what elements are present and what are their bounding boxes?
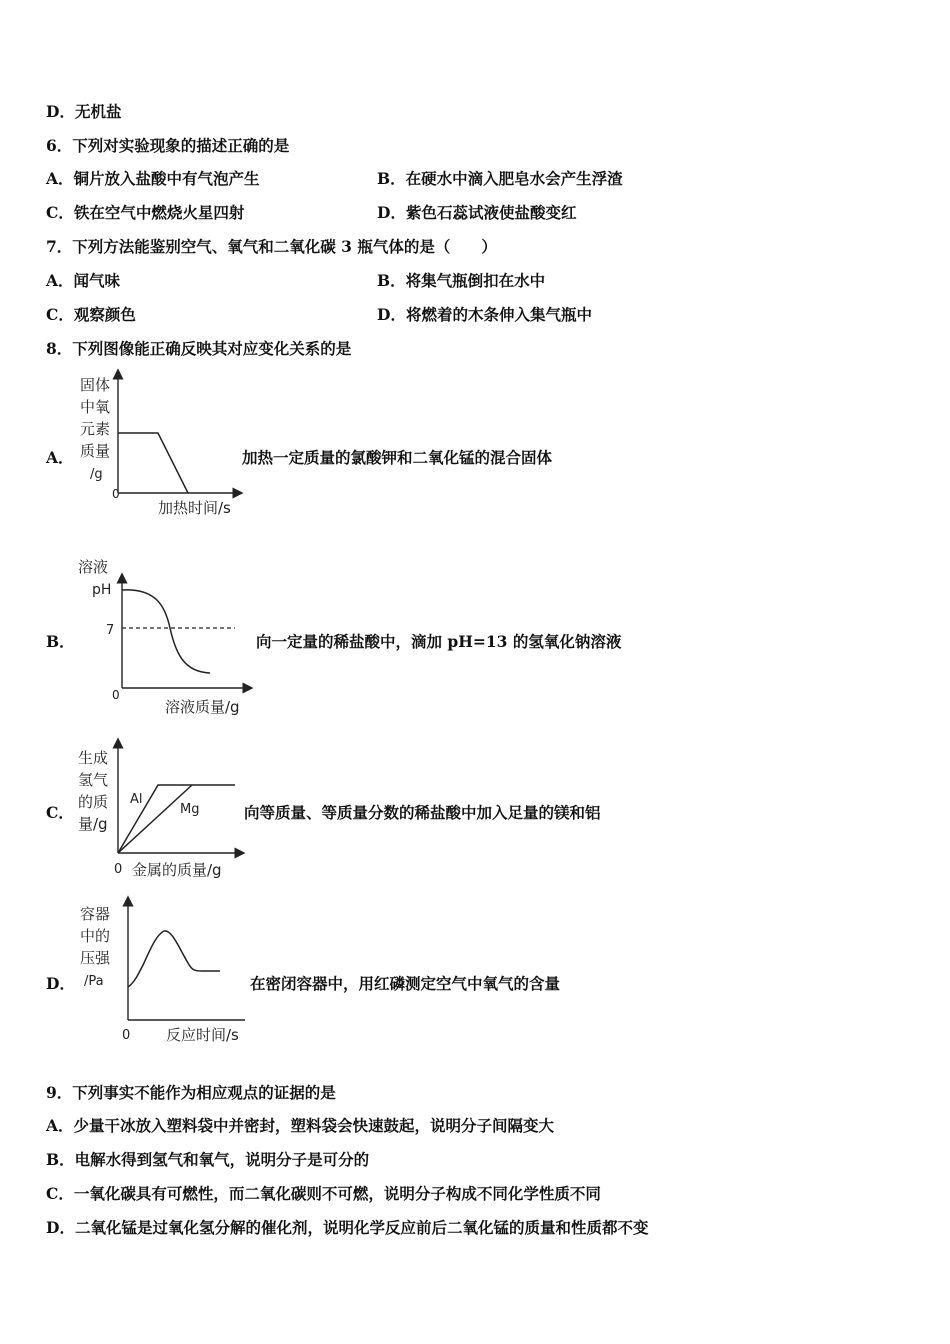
ylabel-line-3: 压强: [80, 949, 111, 967]
q9-option-d: D．二氧化锰是过氧化氢分解的催化剂，说明化学反应前后二氧化锰的质量和性质都不变: [46, 1218, 649, 1237]
curve-label-mg: Mg: [180, 802, 200, 817]
curve-pressure: [128, 931, 220, 987]
q8-stem: 8．下列图像能正确反映其对应变化关系的是: [46, 339, 352, 358]
q6-option-c: C．铁在空气中燃烧火星四射: [46, 203, 245, 222]
ylabel-line-2: 中的: [80, 927, 111, 945]
curve-label-al: Al: [130, 792, 143, 807]
ylabel-line-2: 氢气: [78, 771, 109, 789]
xlabel: 溶液质量/g: [165, 698, 240, 716]
q8-option-b-desc: 向一定量的稀盐酸中，滴加 pH=13 的氢氧化钠溶液: [256, 632, 622, 651]
q9-stem: 9．下列事实不能作为相应观点的证据的是: [46, 1083, 336, 1102]
ylabel-line-1: 溶液: [78, 558, 109, 576]
q8-option-b-letter: B．: [46, 632, 75, 651]
ylabel-line-1: 固体: [80, 376, 111, 394]
origin-label: 0: [122, 1028, 131, 1043]
q5-option-d: D．无机盐: [46, 102, 122, 121]
q9-option-c: C．一氧化碳具有可燃性，而二氧化碳则不可燃，说明分子构成不同化学性质不同: [46, 1184, 601, 1203]
ylabel-line-3: 的质: [78, 793, 109, 811]
q7-stem: 7．下列方法能鉴别空气、氧气和二氧化碳 3 瓶气体的是（ ）: [46, 237, 497, 256]
q8-option-a-letter: A．: [46, 448, 74, 467]
q6-option-a: A．铜片放入盐酸中有气泡产生: [46, 169, 260, 188]
xlabel: 反应时间/s: [166, 1026, 239, 1044]
q7-option-b: B．将集气瓶倒扣在水中: [377, 271, 546, 290]
ylabel-line-2: 中氧: [80, 398, 111, 416]
ylabel-line-1: 生成: [78, 749, 109, 767]
q8-graph-b: [70, 550, 260, 720]
origin-label: 0: [114, 862, 123, 877]
q8-graph-c: [70, 735, 250, 885]
ylabel-line-2: pH: [92, 582, 112, 598]
q8-graph-d: [70, 895, 260, 1050]
ylabel-line-4: 量/g: [78, 815, 108, 833]
q7-option-a: A．闻气味: [46, 271, 121, 290]
q8-option-c-letter: C．: [46, 803, 74, 822]
xlabel: 金属的质量/g: [132, 861, 222, 879]
q8-option-c-desc: 向等质量、等质量分数的稀盐酸中加入足量的镁和铝: [244, 803, 601, 822]
ylabel-line-5: /g: [90, 467, 103, 482]
q8-option-d-letter: D．: [46, 974, 75, 993]
q9-option-a: A．少量干冰放入塑料袋中并密封，塑料袋会快速鼓起，说明分子间隔变大: [46, 1116, 555, 1135]
ylabel-line-4: 质量: [80, 442, 111, 460]
ylabel-line-4: /Pa: [84, 974, 104, 989]
ylabel-line-3: 元素: [80, 420, 111, 438]
q6-option-d: D．紫色石蕊试液使盐酸变红: [377, 203, 577, 222]
q7-option-c: C．观察颜色: [46, 305, 136, 324]
q8-option-d-desc: 在密闭容器中，用红磷测定空气中氧气的含量: [250, 974, 561, 993]
q8-graph-a: [70, 368, 260, 518]
origin-label: 0: [112, 487, 120, 501]
curve-oxygen-mass: [118, 433, 188, 493]
q6-option-b: B．在硬水中滴入肥皂水会产生浮渣: [377, 169, 623, 188]
xlabel: 加热时间/s: [158, 499, 231, 517]
curve-ph: [122, 590, 210, 673]
q7-option-d: D．将燃着的木条伸入集气瓶中: [377, 305, 592, 324]
tick-7: 7: [106, 623, 115, 638]
q8-option-a-desc: 加热一定质量的氯酸钾和二氧化锰的混合固体: [242, 448, 553, 467]
origin-label: 0: [112, 688, 120, 702]
q6-stem: 6．下列对实验现象的描述正确的是: [46, 136, 290, 155]
q9-option-b: B．电解水得到氢气和氧气，说明分子是可分的: [46, 1150, 370, 1169]
ylabel-line-1: 容器: [80, 905, 111, 923]
